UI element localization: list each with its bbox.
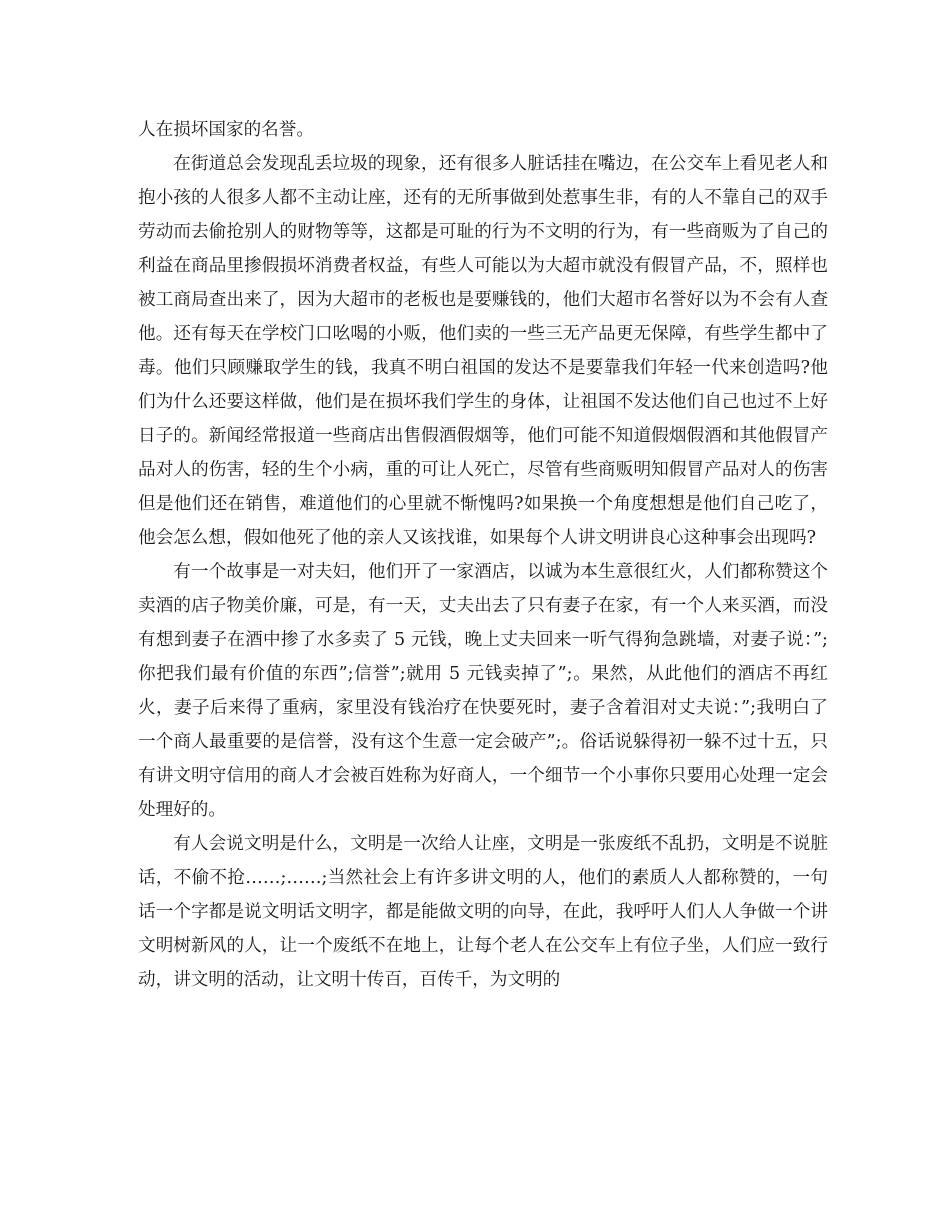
paragraph-continuation: 人在损坏国家的名誉。 [138,120,314,140]
paragraph: 有人会说文明是什么，文明是一次给人让座，文明是一张废纸不乱扔，文明是不说脏话，不偷不抢……;……;当然社会上有许多讲文明的人，他们的素质人人都称赞的，一句话一个字都是说文明话文明字，都是能做文明的向导，在此，我呼吁人们人人争做一个讲文明树新风的人，让一个废纸不在地上，让每个老人在公交车上有位子坐，人们应一致行动，讲文明的活动，让文明十传百，百传千，为文明的 [138,834,828,990]
document-body [138,113,828,997]
paragraph: 有一个故事是一对夫妇，他们开了一家酒店，以诚为本生意很红火，人们都称赞这个卖酒的店子物美价廉，可是，有一天，丈夫出去了只有妻子在家，有一个人来买酒，而没有想到妻子在酒中掺了水多卖了 5 元钱，晚上丈夫回来一听气得狗急跳墙，对妻子说：”;你把我们最有价值的东西”;信誉”;就用 5 元钱卖掉了”;。果然，从此他们的酒店不再红火，妻子后来得了重病，家里没有钱治疗在快要死时，妻子含着泪对丈夫说：”;我明白了一个商人最重要的是信誉，没有这个生意一定会破产”;。俗话说躲得初一躲不过十五，只有讲文明守信用的商人才会被百姓称为好商人，一个细节一个小事你只要用心处理一定会处理好的。 [138,562,828,820]
paragraph: 在街道总会发现乱丢垃圾的现象，还有很多人脏话挂在嘴边，在公交车上看见老人和抱小孩的人很多人都不主动让座，还有的无所事做到处惹事生非，有的人不靠自己的双手劳动而去偷抢别人的财物等等，这都是可耻的行为不文明的行为，有一些商贩为了自己的利益在商品里掺假损坏消费者权益，有些人可能以为大超市就没有假冒产品，不，照样也被工商局查出来了，因为大超市的老板也是要赚钱的，他们大超市名誉好以为不会有人查他。还有每天在学校门口吆喝的小贩，他们卖的一些三无产品更无保障，有些学生都中了毒。他们只顾赚取学生的钱，我真不明白祖国的发达不是要靠我们年轻一代来创造吗?他们为什么还要这样做，他们是在损坏我们学生的身体，让祖国不发达他们自己也过不上好日子的。新闻经常报道一些商店出售假酒假烟等，他们可能不知道假烟假酒和其他假冒产品对人的伤害，轻的生个小病，重的可让人死亡，尽管有些商贩明知假冒产品对人的伤害但是他们还在销售，难道他们的心里就不惭愧吗?如果换一个角度想想是他们自己吃了，他会怎么想，假如他死了他的亲人又该找谁，如果每个人讲文明讲良心这种事会出现吗? [138,154,828,548]
